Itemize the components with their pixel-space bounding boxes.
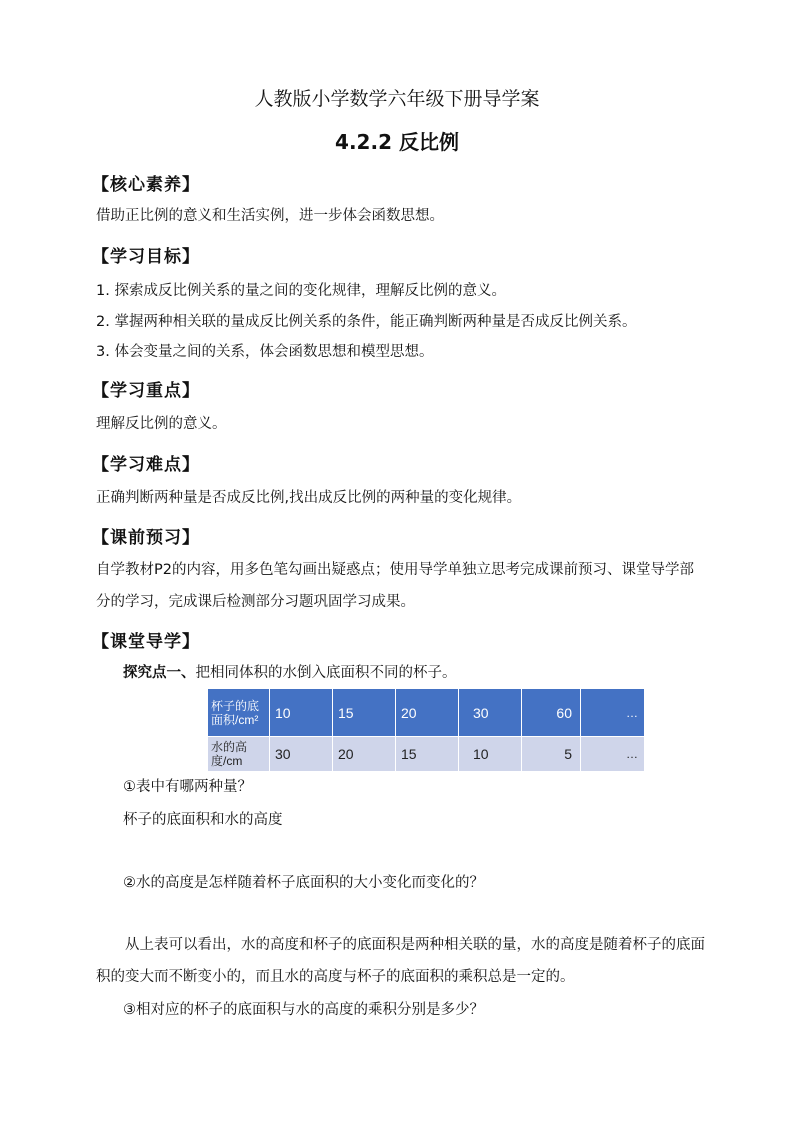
question-1: ①表中有哪两种量？ [123, 779, 252, 795]
heading-difficulty: 【学习难点】 [92, 455, 200, 475]
table-cell: 30 [459, 689, 522, 737]
question-3: ③相对应的杯子的底面积与水的高度的乘积分别是多少？ [123, 1002, 484, 1018]
question-2: ②水的高度是怎样随着杯子底面积的大小变化而变化的？ [123, 875, 484, 891]
heading-preview: 【课前预习】 [92, 528, 200, 548]
core-text: 借助正比例的意义和生活实例，进一步体会函数思想。 [96, 208, 444, 224]
table-row-area [208, 689, 645, 737]
table-row-height [208, 737, 645, 772]
explore-label: 探究点一、 [123, 665, 196, 681]
data-table [207, 688, 645, 772]
table-cell: 20 [396, 689, 459, 737]
preview-text: 自学教材P2的内容，用多色笔勾画出疑惑点；使用导学单独立思考完成课前预习、课堂导学部分的学习，完成课后检测部分习题巩固学习成果。 [96, 562, 694, 610]
key-text: 理解反比例的意义。 [96, 416, 227, 432]
heading-guide: 【课堂导学】 [92, 632, 200, 652]
heading-core: 【核心素养】 [92, 175, 200, 195]
table-cell: 10 [270, 689, 333, 737]
lesson-title: 4.2.2 反比例 [335, 130, 459, 154]
explore-text: 把相同体积的水倒入底面积不同的杯子。 [195, 665, 457, 681]
table-cell: 20 [333, 737, 396, 772]
table-row-label: 杯子的底面积/cm² [208, 689, 270, 737]
heading-key: 【学习重点】 [92, 381, 200, 401]
table-cell: 10 [459, 737, 522, 772]
table-cell: 30 [270, 737, 333, 772]
table-cell: 15 [333, 689, 396, 737]
heading-goals: 【学习目标】 [92, 247, 200, 267]
explore-point [123, 663, 457, 683]
table-cell: … [581, 737, 645, 772]
document-title: 人教版小学数学六年级下册导学案 [254, 88, 540, 110]
table-cell: 15 [396, 737, 459, 772]
goal-item-3: 3. 体会变量之间的关系，体会函数思想和模型思想。 [96, 344, 434, 360]
answer-2: 从上表可以看出，水的高度和杯子的底面积是两种相关联的量，水的高度是随着杯子的底面积的变大而不断变小的，而且水的高度与杯子的底面积的乘积总是一定的。 [96, 937, 705, 985]
answer-1: 杯子的底面积和水的高度 [123, 812, 283, 828]
goal-item-1: 1. 探索成反比例关系的量之间的变化规律，理解反比例的意义。 [96, 283, 506, 299]
table-cell: 5 [522, 737, 581, 772]
table-cell: … [581, 689, 645, 737]
table-cell: 60 [522, 689, 581, 737]
table-row-label: 水的高度/cm [208, 737, 270, 772]
difficulty-text: 正确判断两种量是否成反比例,找出成反比例的两种量的变化规律。 [96, 490, 522, 506]
goal-item-2: 2. 掌握两种相关联的量成反比例关系的条件，能正确判断两种量是否成反比例关系。 [96, 314, 637, 330]
